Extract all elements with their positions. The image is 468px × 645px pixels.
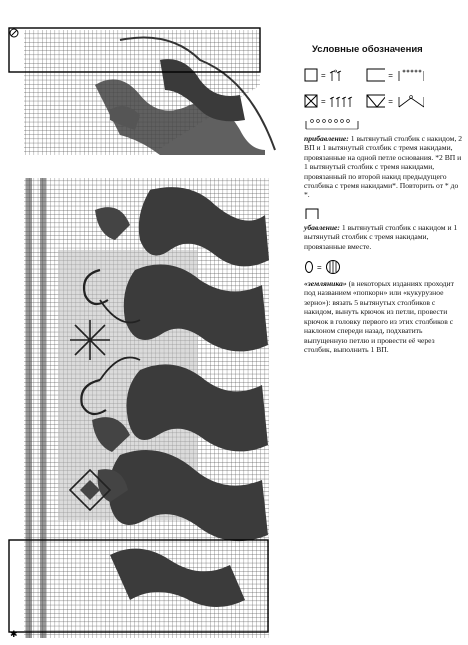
oval-stitch-icon <box>304 260 314 274</box>
decrease-term: убавление: <box>304 222 340 232</box>
strawberry-description <box>304 279 464 354</box>
picot-diagram-icon <box>396 94 424 108</box>
v-stitch-icon <box>366 94 385 108</box>
empty-cell-symbol: = <box>304 68 362 82</box>
strawberry-symbol: = <box>304 257 464 277</box>
strawberry-text: (в некоторых изданиях проходит под названием «попкорн» или «кукурузное зерно»): вязать 5 вытянутых столбиков с накидом, вынуть крючок из петли, провести крючок в головку первого из этих столбиков с наклоном спереди назад, подхватить выпущенную петлю и провести её через столбик, выполнить 1 ВП. <box>304 279 454 354</box>
chart-main-section <box>24 178 269 638</box>
empty-cell-icon <box>304 68 318 82</box>
strawberry-term: «земляника» <box>304 279 347 289</box>
legend <box>304 44 464 360</box>
filled-cell-symbol: = <box>304 94 362 108</box>
stitch-chain-diagram-icon <box>396 68 424 82</box>
symbol-row-1 <box>304 65 464 85</box>
double-empty-cell-icon <box>366 68 385 82</box>
increase-chain-icon <box>304 117 360 131</box>
double-cell-symbol: = <box>366 68 424 82</box>
popcorn-stitch-icon <box>325 259 341 275</box>
increase-description <box>304 134 464 200</box>
stitch-diagram-icon <box>329 68 359 82</box>
four-stitches-icon <box>329 94 359 108</box>
increase-text: 1 вытянутый столбик с накидом, 2 ВП и 1 вытянутый столбик с тремя накидами, провязанные на одной петле основания. *2 ВП и 1 вытянутый столбик с тремя накидами, провязанный по второй накид предыдущего столбика с тремя накидами*. Повторить от * до *. <box>304 134 463 200</box>
legend-title: Условные обозначения <box>312 44 423 55</box>
end-marker-icon: ✱ <box>10 629 18 639</box>
decrease-text: 1 вытянутый столбик с накидом и 1 вытянутый столбик с тремя накидами, провязанные вместе. <box>304 222 458 251</box>
filled-cell-icon <box>304 94 318 108</box>
decrease-description <box>304 223 464 251</box>
symbol-row-2 <box>304 91 464 111</box>
decrease-symbol-icon <box>304 206 322 220</box>
v-stitch-symbol: = <box>366 94 424 108</box>
increase-term: прибавление: <box>304 134 349 143</box>
chart-top-section <box>24 30 300 155</box>
